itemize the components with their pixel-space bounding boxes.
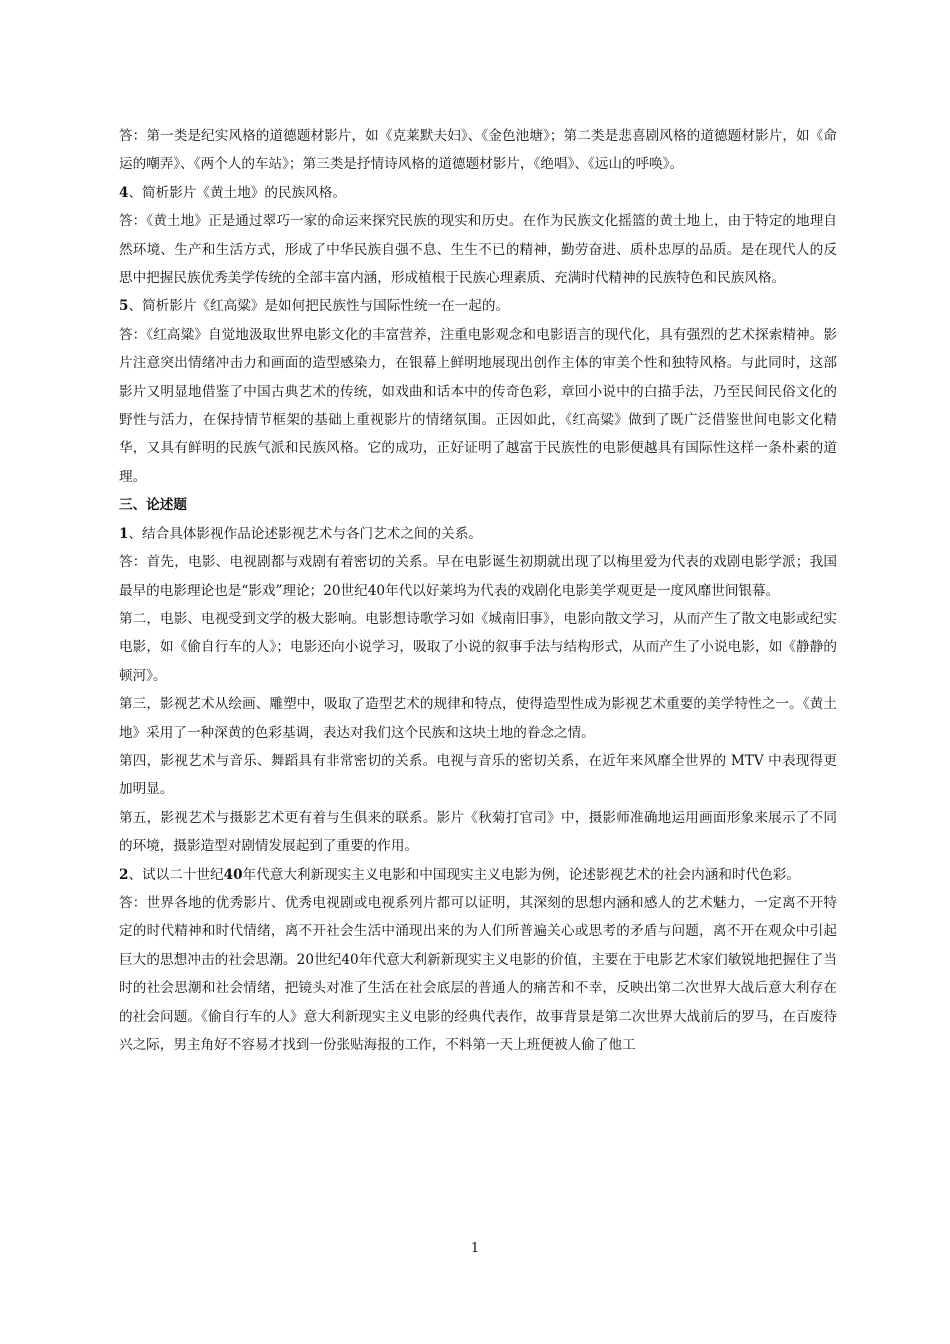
question-heading	[119, 179, 837, 207]
question-number: 2	[119, 866, 129, 883]
answer-paragraph: 第五，影视艺术与摄影艺术更有着与生俱来的联系。影片《秋菊打官司》中，摄影师准确地运用画面形象来展示了不同的环境，摄影造型对剧情发展起到了重要的作用。	[119, 809, 837, 855]
answer-paragraph: 第二，电影、电视受到文学的极大影响。电影想诗歌学习如《城南旧事》，电影向散文学习，从而产生了散文电影或纪实电影，如《偷自行车的人》；电影还向小说学习，吸取了小说的叙事手法与结构形式，从而产生了小说电影，如《静静的顿河》。	[119, 610, 837, 684]
answer-paragraph: 答：《红高粱》自觉地汲取世界电影文化的丰富营养，注重电影观念和电影语言的现代化，具有强烈的艺术探索精神。影片注意突出情绪冲击力和画面的造型感染力，在银幕上鲜明地展现出创作主体的审美个性和独特风格。与此同时，这部影片又明显地借鉴了中国古典艺术的传统，如戏曲和话本中的传奇色彩，章回小说中的白描手法，乃至民间民俗文化的野性与活力，在保持情节框架的基础上重视影片的情绪氛围。正因如此，《红高粱》做到了既广泛借鉴世间电影文化精华，又具有鲜明的民族气派和民族风格。它的成功，正好证明了越富于民族性的电影便越具有国际性这样一条朴素的道理。	[119, 326, 837, 485]
question-heading	[119, 292, 837, 320]
question-text: 年代意大利新现实主义电影和中国现实主义电影为例，论述影视艺术的社会内涵和时代色彩。	[242, 866, 800, 883]
question-number: 1	[119, 525, 129, 542]
section-heading: 三、论述题	[119, 497, 187, 514]
answer-paragraph: 答：世界各地的优秀影片、优秀电视剧或电视系列片都可以证明，其深刻的思想内涵和感人的艺术魅力，一定离不开特定的时代精神和时代情绪，离不开社会生活中涌现出来的为人们所普遍关心或思考的矛盾与问题，离不开在观众中引起巨大的思想冲击的社会思潮。20世纪40年代意大利新新现实主义电影的价值，主要在于电影艺术家们敏锐地把握住了当时的社会思潮和社会情绪，把镜头对准了生活在社会底层的普通人的痛苦和不幸，反映出第二次世界大战后意大利存在的社会问题。《偷自行车的人》意大利新现实主义电影的经典代表作，故事背景是第二次世界大战前后的罗马，在百废待兴之际，男主角好不容易才找到一份张贴海报的工作，不料第一天上班便被人偷了他工	[119, 894, 837, 1053]
question-text: 、简析影片《红高粱》是如何把民族性与国际性统一在一起的。	[128, 298, 510, 315]
question-emphasis: 40	[223, 866, 243, 883]
answer-paragraph: 第四，影视艺术与音乐、舞蹈具有非常密切的关系。电视与音乐的密切关系，在近年来风靡全世界的 MTV 中表现得更加明显。	[119, 752, 837, 798]
answer-paragraph: 答：第一类是纪实风格的道德题材影片，如《克莱默夫妇》、《金色池塘》；第二类是悲喜剧风格的道德题材影片，如《命运的嘲弄》、《两个人的车站》；第三类是抒情诗风格的道德题材影片，《绝唱》、《远山的呼唤》。	[119, 128, 837, 173]
question-heading	[119, 861, 837, 889]
question-heading	[119, 520, 837, 548]
question-text: 、简析影片《黄土地》的民族风格。	[128, 184, 346, 201]
answer-paragraph: 答：首先，电影、电视剧都与戏剧有着密切的关系。早在电影诞生初期就出现了以梅里爱为代表的戏剧电影学派；我国最早的电影理论也是“影戏”理论；20世纪40年代以好莱坞为代表的戏剧化电影美学观更是一度风靡世间银幕。	[119, 554, 837, 599]
question-number: 5	[119, 298, 129, 315]
question-text: 、试以二十世纪	[128, 866, 224, 883]
answer-paragraph: 答：《黄土地》正是通过翠巧一家的命运来探究民族的现实和历史。在作为民族文化摇篮的黄土地上，由于特定的地理自然环境、生产和生活方式，形成了中华民族自强不息、生生不已的精神，勤劳奋进、质朴忠厚的品质。是在现代人的反思中把握民族优秀美学传统的全部丰富内涵，形成植根于民族心理素质、充满时代精神的民族特色和民族风格。	[119, 213, 837, 287]
answer-paragraph: 第三，影视艺术从绘画、雕塑中，吸取了造型艺术的规律和特点，使得造型性成为影视艺术重要的美学特性之一。《黄土地》采用了一种深黄的色彩基调，表达对我们这个民族和这块土地的眷念之情。	[119, 696, 837, 741]
page-number: 1	[470, 1241, 480, 1256]
question-number: 4	[119, 184, 129, 201]
question-text: 、结合具体影视作品论述影视艺术与各门艺术之间的关系。	[128, 525, 482, 542]
document-body	[119, 122, 837, 1059]
